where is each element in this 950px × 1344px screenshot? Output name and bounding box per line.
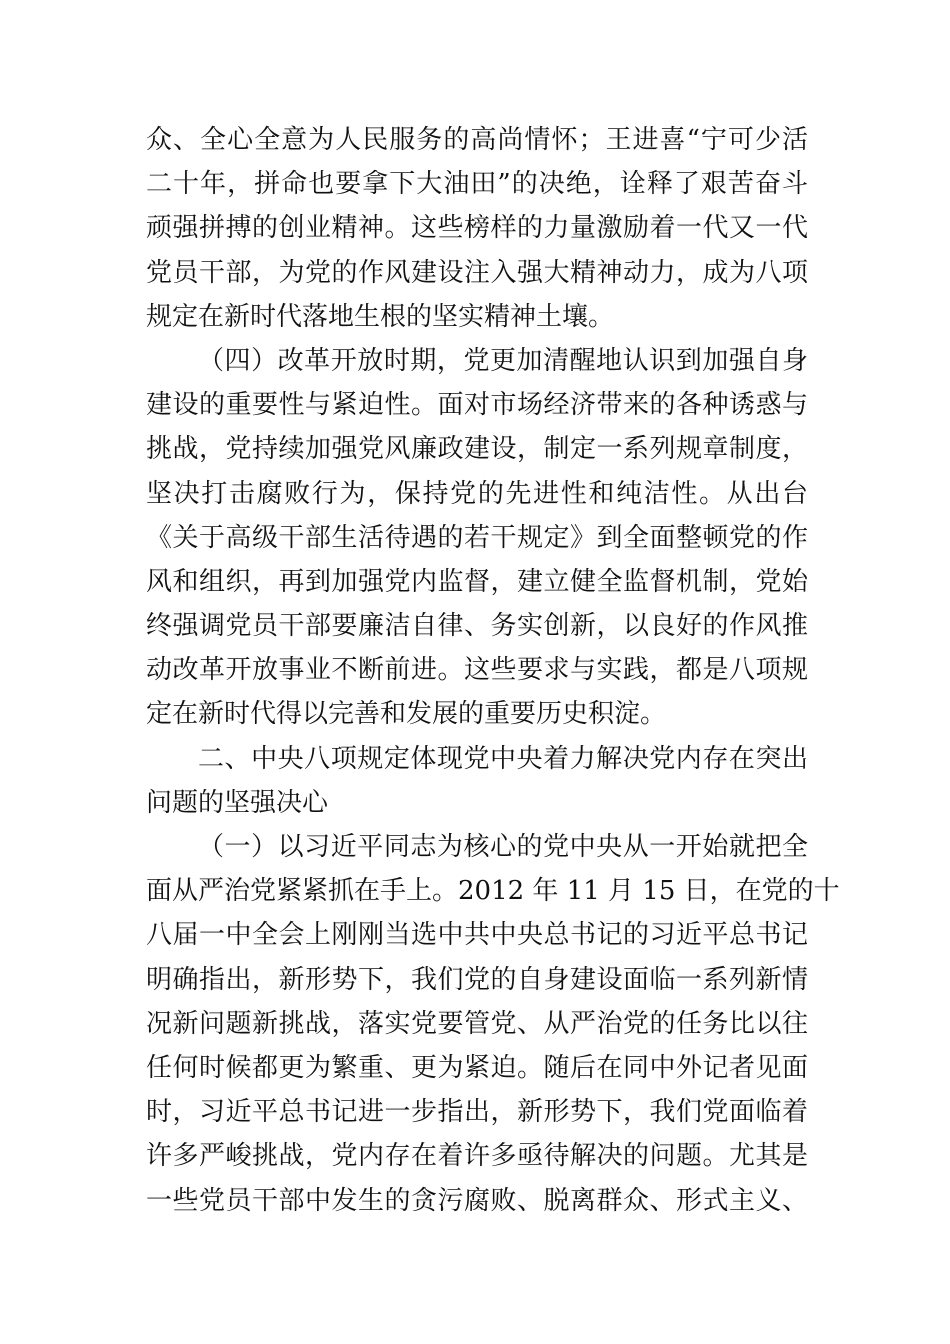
text-line: 挑战，党持续加强党风廉政建设，制定一系列规章制度，	[146, 434, 808, 465]
text-line: 八届一中全会上刚刚当选中共中央总书记的习近平总书记	[146, 920, 808, 951]
text-line: 顽强拼搏的创业精神。这些榜样的力量激励着一代又一代	[146, 213, 808, 244]
text-line: 建设的重要性与紧迫性。面对市场经济带来的各种诱惑与	[146, 390, 808, 421]
text-line: 规定在新时代落地生根的坚实精神土壤。	[146, 301, 615, 332]
text-line: 终强调党员干部要廉洁自律、务实创新，以良好的作风推	[146, 611, 808, 642]
text-line: 一些党员干部中发生的贪污腐败、脱离群众、形式主义、	[146, 1185, 808, 1216]
section-heading-line: 二、中央八项规定体现党中央着力解决党内存在突出	[198, 743, 808, 774]
text-line: 许多严峻挑战，党内存在着许多亟待解决的问题。尤其是	[146, 1141, 808, 1172]
text-line: 明确指出，新形势下，我们党的自身建设面临一系列新情	[146, 964, 808, 995]
text-line: 坚决打击腐败行为，保持党的先进性和纯洁性。从出台	[146, 478, 808, 509]
text-line: 况新问题新挑战，落实党要管党、从严治党的任务比以往	[146, 1008, 808, 1039]
text-line: 任何时候都更为繁重、更为紧迫。随后在同中外记者见面	[146, 1052, 808, 1083]
text-line: 时，习近平总书记进一步指出，新形势下，我们党面临着	[146, 1097, 808, 1128]
document-body	[146, 118, 840, 1223]
section-heading-line: 问题的坚强决心	[146, 787, 329, 818]
text-line: 定在新时代得以完善和发展的重要历史积淀。	[146, 699, 667, 730]
text-line: 面从严治党紧紧抓在手上。2012 年 11 月 15 日，在党的十	[146, 876, 840, 907]
text-line: 风和组织，再到加强党内监督，建立健全监督机制，党始	[146, 566, 808, 597]
text-line: 动改革开放事业不断前进。这些要求与实践，都是八项规	[146, 655, 808, 686]
paragraph-start-line: （一）以习近平同志为核心的党中央从一开始就把全	[198, 832, 808, 862]
text-line: 《关于高级干部生活待遇的若干规定》到全面整顿党的作	[146, 522, 808, 553]
text-line: 二十年，拼命也要拿下大油田”的决绝，诠释了艰苦奋斗	[146, 169, 808, 200]
text-line: 众、全心全意为人民服务的高尚情怀；王进喜“宁可少活	[146, 125, 808, 155]
paragraph-start-line: （四）改革开放时期，党更加清醒地认识到加强自身	[198, 345, 808, 376]
text-line: 党员干部，为党的作风建设注入强大精神动力，成为八项	[146, 257, 808, 288]
